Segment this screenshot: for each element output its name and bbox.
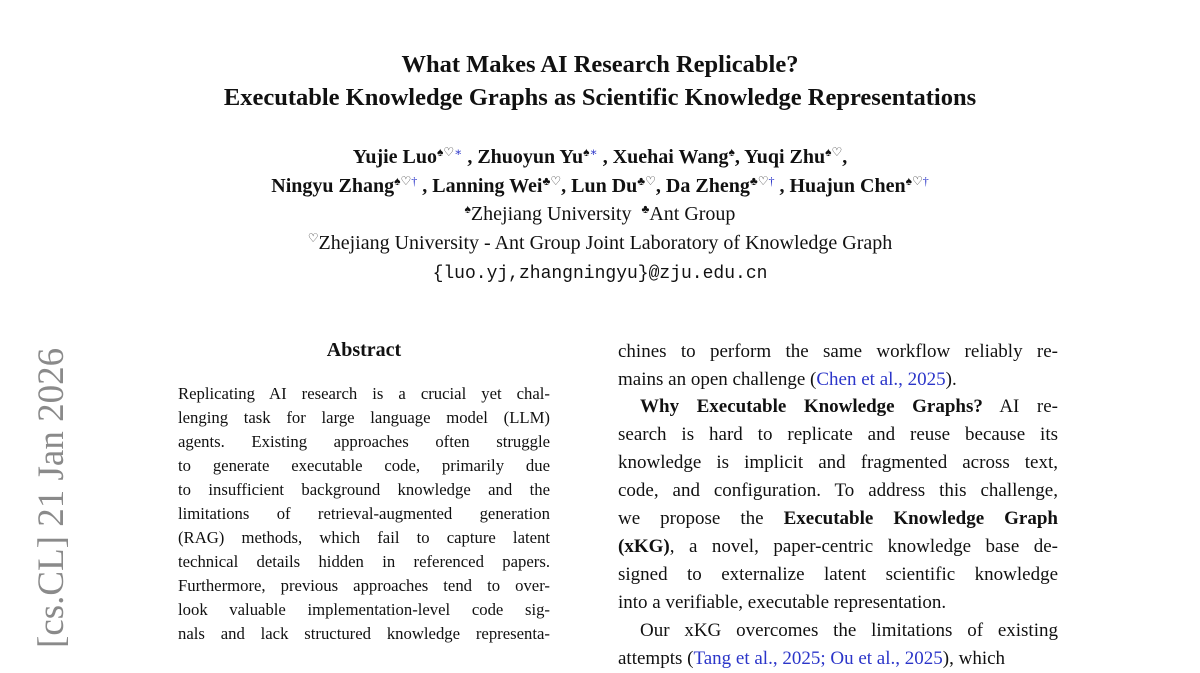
author-affiliation-marks [542, 174, 561, 188]
author-name: Lun Du [571, 175, 638, 197]
author-name: Ningyu Zhang [271, 175, 395, 197]
arxiv-side-stamp: [cs.CL] 21 Jan 2026 [31, 347, 72, 648]
author-affiliation-marks [437, 145, 462, 159]
paper-title-line-2: Executable Knowledge Graphs as Scientific Knowledge Representations [223, 84, 977, 111]
abstract-line: to insufficient background knowledge and the [178, 480, 550, 499]
right-column-text-run: we propose the [618, 508, 784, 529]
author-affiliation-marks [637, 174, 656, 188]
author-name: Huajun Chen [789, 175, 906, 197]
right-column-line: into a verifiable, executable representation. [618, 592, 947, 613]
abstract-line: look valuable implementation-level code sig- [178, 600, 550, 619]
right-column-line [618, 533, 1058, 561]
paragraph-heading: Why Executable Knowledge Graphs? [640, 396, 983, 417]
affiliation-symbols: ♠ [583, 145, 590, 159]
author-affiliation-marks [728, 145, 734, 159]
abstract-line: agents. Existing approaches often struggle [178, 432, 550, 451]
right-column-line [618, 505, 1058, 533]
affiliation-line-1 [0, 200, 1200, 228]
affiliation-line-2 [0, 229, 1200, 257]
author-footnote-link[interactable]: ∗ [589, 145, 598, 159]
author-separator: , [655, 175, 666, 197]
author-separator: , [417, 175, 433, 197]
abstract-line: to generate executable code, primarily due [178, 456, 550, 475]
abstract-line: lenging task for large language model (LLM) [178, 408, 550, 427]
right-column-line: search is hard to replicate and reuse because its [618, 424, 1058, 445]
author-affiliation-marks [750, 174, 775, 188]
right-column-text-run: mains an open challenge ( [618, 369, 817, 390]
affiliation-symbols: ♠♡ [394, 174, 412, 188]
affiliation-symbols: ♣♡ [542, 174, 562, 188]
abstract-line: (RAG) methods, which fail to capture latent [178, 528, 550, 547]
author-affiliation-marks [583, 145, 598, 159]
affiliation-symbols: ♠♡ [825, 145, 843, 159]
right-column-text-run: ), which [942, 648, 1006, 669]
affiliation-symbols: ♣♡ [637, 174, 656, 188]
abstract-line: limitations of retrieval-augmented generation [178, 504, 550, 523]
paragraph-heading-line [618, 393, 1058, 421]
author-separator: , [842, 146, 848, 168]
spade-affiliation-symbol: ♠ [464, 202, 471, 216]
affiliation-symbols: ♣♡ [749, 174, 769, 188]
author-list-line-1 [0, 143, 1200, 171]
xkg-term: Executable Knowledge Graph [783, 508, 1058, 529]
abstract-line: Furthermore, previous approaches tend to over- [178, 576, 550, 595]
author-separator: , [561, 175, 572, 197]
author-separator: , [734, 146, 745, 168]
author-footnote-link[interactable]: † [768, 174, 775, 188]
author-separator: , [462, 146, 478, 168]
author-name: Lanning Wei [432, 175, 543, 197]
heart-affiliation-symbol: ♡ [307, 231, 319, 245]
author-name: Yuqi Zhu [744, 146, 826, 168]
author-footnote-link[interactable]: ∗ [454, 145, 463, 159]
author-separator: , [774, 175, 790, 197]
abstract-line: technical details hidden in referenced papers. [178, 552, 550, 571]
affiliation-ant-group: Ant Group [649, 203, 736, 225]
author-emails: {luo.yj,zhangningyu}@zju.edu.cn [432, 264, 768, 284]
author-list-line-2 [0, 172, 1200, 200]
affiliation-zju: Zhejiang University [470, 203, 632, 225]
author-affiliation-marks [394, 174, 417, 188]
affiliation-symbols: ♠♡ [905, 174, 923, 188]
affiliation-joint-lab: Zhejiang University - Ant Group Joint Laboratory of Knowledge Graph [318, 232, 893, 254]
paper-title-line-1: What Makes AI Research Replicable? [401, 51, 799, 78]
author-footnote-link[interactable]: † [411, 174, 418, 188]
right-column-text-run: ). [945, 369, 957, 390]
author-name: Yujie Luo [352, 146, 438, 168]
right-column-text-run: attempts ( [618, 648, 694, 669]
email-line [0, 258, 1200, 288]
abstract-line: nals and lack structured knowledge representa- [178, 624, 550, 643]
affiliation-symbols: ♠♡ [437, 145, 455, 159]
right-column-line [618, 366, 1058, 394]
right-column-text-run: , a novel, paper-centric knowledge base de- [669, 536, 1058, 557]
right-column-line: chines to perform the same workflow reliably re- [618, 341, 1058, 362]
author-footnote-link[interactable]: † [922, 174, 929, 188]
author-affiliation-marks [825, 145, 842, 159]
club-affiliation-symbol: ♣ [641, 202, 650, 216]
affiliation-symbols: ♠ [728, 145, 735, 159]
author-affiliation-marks [906, 174, 929, 188]
right-column-line [618, 645, 1058, 673]
right-column-line: signed to externalize latent scientific knowledge [618, 564, 1058, 585]
author-separator: , [597, 146, 613, 168]
right-column-line: code, and configuration. To address this challenge, [618, 480, 1058, 501]
right-column-text-run: AI re- [982, 396, 1058, 417]
citation-link[interactable]: Chen et al., 2025 [816, 369, 946, 390]
author-name: Xuehai Wang [612, 146, 729, 168]
author-name: Zhuoyun Yu [477, 146, 584, 168]
xkg-abbreviation: (xKG) [618, 536, 670, 557]
abstract-heading: Abstract [326, 339, 402, 361]
right-column-line: Our xKG overcomes the limitations of existing [640, 620, 1058, 641]
citation-link[interactable]: Tang et al., 2025; Ou et al., 2025 [693, 648, 943, 669]
abstract-line: Replicating AI research is a crucial yet chal- [178, 384, 550, 403]
author-name: Da Zheng [665, 175, 750, 197]
right-column-line: knowledge is implicit and fragmented across text, [618, 452, 1058, 473]
